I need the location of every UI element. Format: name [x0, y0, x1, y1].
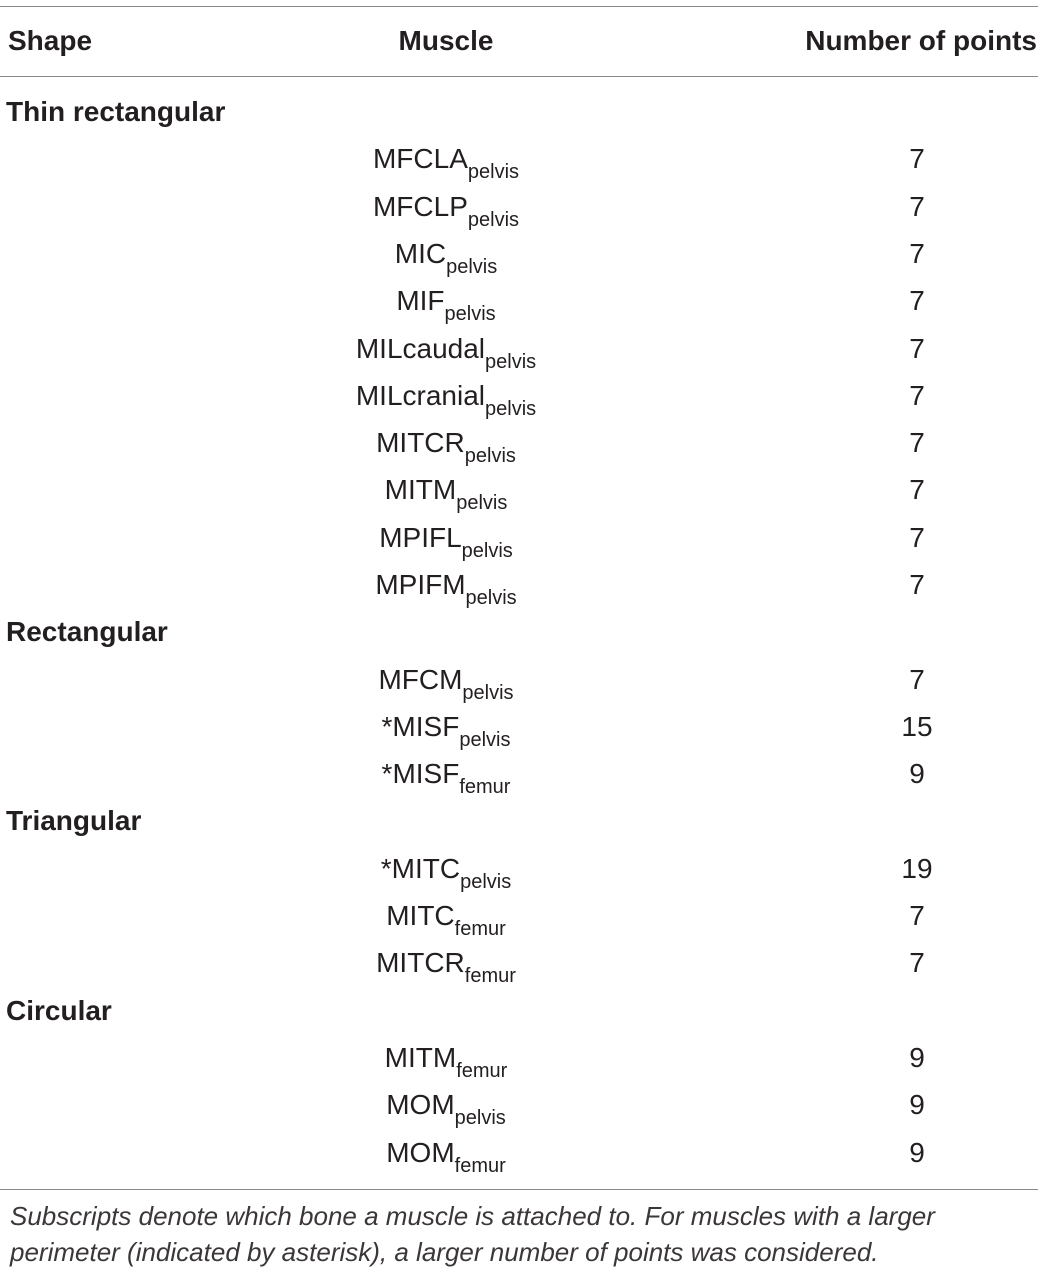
muscle-subscript: pelvis — [456, 492, 508, 514]
muscle-name: MILcranial — [355, 380, 486, 411]
muscle-subscript: pelvis — [444, 303, 496, 325]
muscle-cell — [384, 1041, 508, 1082]
points-cell: 7 — [909, 191, 925, 222]
points-cell: 7 — [909, 380, 925, 411]
muscle-cell — [379, 521, 513, 562]
points-cell: 7 — [909, 664, 925, 695]
muscle-cell — [355, 379, 537, 420]
header-bottom-rule — [0, 76, 1038, 77]
muscle-cell — [386, 899, 506, 940]
muscle-cell — [381, 757, 511, 798]
muscle-subscript: pelvis — [464, 445, 516, 467]
muscle-cell — [375, 568, 517, 609]
muscle-name: MOM — [386, 1137, 455, 1168]
muscle-subscript: femur — [459, 776, 511, 798]
points-cell: 7 — [909, 285, 925, 316]
muscle-cell — [394, 237, 498, 278]
points-cell: 7 — [909, 427, 925, 458]
muscle-subscript: femur — [456, 1060, 508, 1082]
muscle-subscript: pelvis — [467, 161, 520, 183]
muscle-subscript: pelvis — [454, 1107, 506, 1129]
points-cell: 15 — [901, 711, 933, 742]
muscle-name: MPIFL — [379, 522, 462, 553]
muscle-cell — [372, 190, 520, 231]
points-cell: 7 — [909, 900, 925, 931]
muscle-name: MFCLP — [372, 191, 468, 222]
muscle-name: MFCLA — [372, 143, 468, 174]
muscle-cell — [380, 852, 512, 893]
muscle-subscript: femur — [454, 918, 506, 940]
muscle-cell — [376, 946, 516, 987]
muscle-name: MITCR — [376, 947, 465, 978]
points-cell: 19 — [901, 853, 933, 884]
muscle-name: *MISF — [381, 711, 460, 742]
muscle-subscript: pelvis — [461, 540, 513, 562]
points-cell: 9 — [909, 1137, 925, 1168]
muscle-name: *MITC — [380, 853, 461, 884]
muscle-name: MIF — [396, 285, 445, 316]
muscle-subscript: femur — [454, 1155, 506, 1177]
muscle-name: MITM — [384, 474, 457, 505]
muscle-cell — [376, 426, 516, 467]
points-cell: 9 — [909, 1042, 925, 1073]
group-label: Rectangular — [6, 616, 168, 647]
muscle-cell — [355, 332, 537, 373]
muscle-name: MOM — [386, 1089, 455, 1120]
muscle-subscript: pelvis — [467, 209, 520, 231]
muscle-name: MITM — [384, 1042, 457, 1073]
muscle-subscript: pelvis — [485, 398, 537, 420]
muscle-name: MFCM — [378, 664, 463, 695]
muscle-name: MPIFM — [375, 569, 466, 600]
points-cell: 7 — [909, 522, 925, 553]
muscle-cell — [386, 1088, 506, 1129]
table-footnote: Subscripts denote which bone a muscle is attached to. For muscles with a larger perimeter (indicated by asterisk), a larger number of points was considered. — [10, 1201, 935, 1267]
muscle-cell — [372, 142, 520, 183]
muscle-name: *MISF — [381, 758, 460, 789]
points-cell: 9 — [909, 758, 925, 789]
group-label: Triangular — [6, 805, 142, 836]
group-label: Thin rectangular — [6, 96, 226, 127]
muscle-cell — [384, 473, 508, 514]
muscle-cell — [386, 1136, 506, 1177]
muscle-name: MITC — [386, 900, 455, 931]
muscle-subscript: pelvis — [462, 682, 514, 704]
muscle-cell — [378, 663, 514, 704]
muscle-name: MILcaudal — [355, 333, 486, 364]
muscle-subscript: pelvis — [446, 256, 498, 278]
table-top-rule — [0, 6, 1038, 7]
muscle-subscript: pelvis — [485, 351, 537, 373]
header-muscle: Muscle — [398, 25, 494, 56]
table-bottom-rule — [0, 1189, 1038, 1190]
muscle-name: MITCR — [376, 427, 465, 458]
muscle-subscript: pelvis — [460, 871, 512, 893]
header-shape: Shape — [8, 25, 93, 56]
points-cell: 7 — [909, 238, 925, 269]
points-cell: 7 — [909, 947, 925, 978]
points-cell: 7 — [909, 569, 925, 600]
muscle-cell — [396, 284, 496, 325]
group-label: Circular — [6, 995, 112, 1026]
muscle-subscript: pelvis — [459, 729, 511, 751]
points-cell: 7 — [909, 474, 925, 505]
muscle-subscript: femur — [464, 965, 516, 987]
points-cell: 7 — [909, 333, 925, 364]
muscle-subscript: pelvis — [465, 587, 517, 609]
points-cell: 9 — [909, 1089, 925, 1120]
muscle-cell — [381, 710, 511, 751]
muscle-name: MIC — [394, 238, 447, 269]
header-points: Number of points — [805, 25, 1037, 56]
points-cell: 7 — [909, 143, 925, 174]
